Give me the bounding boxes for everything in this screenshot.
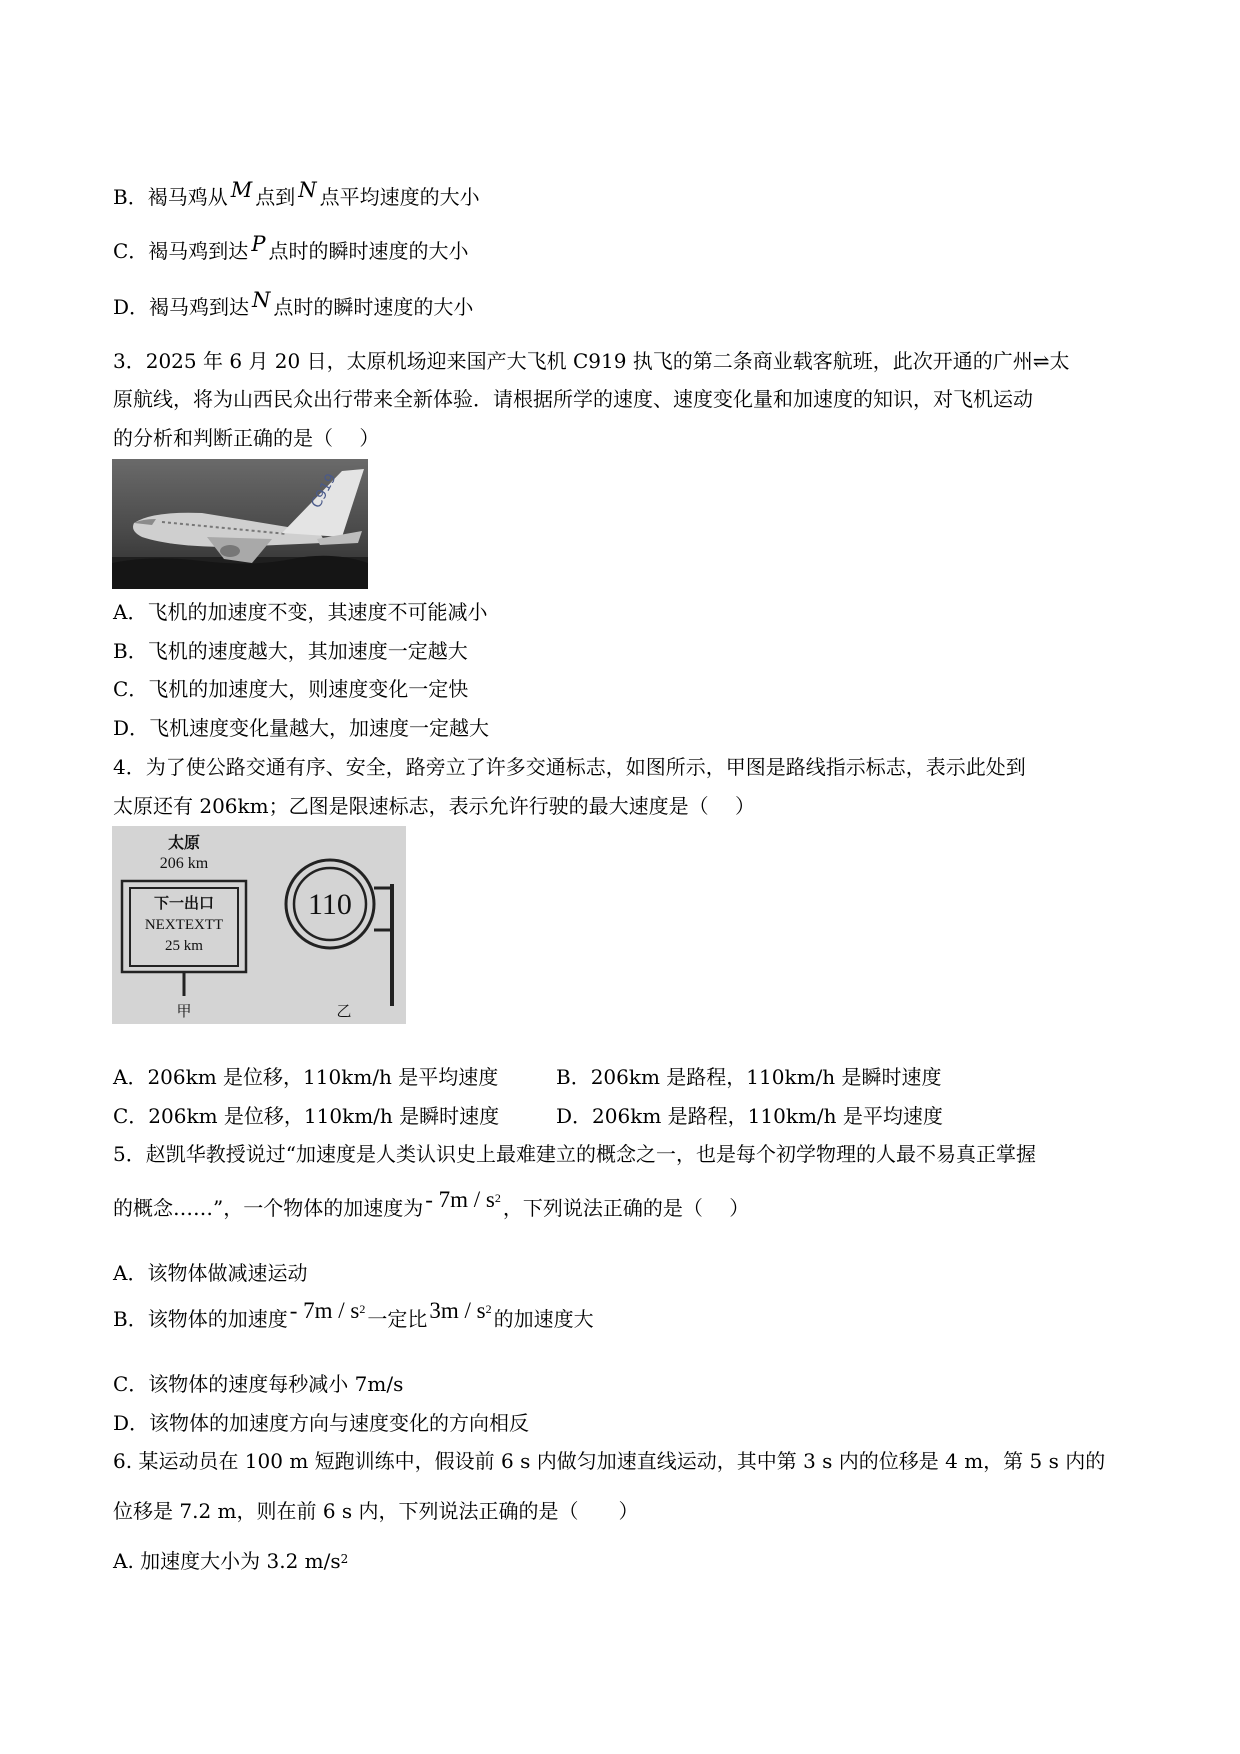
sign-exit-distance: 25 km (165, 938, 203, 954)
q4-option-d: D．206km 是路程，110km/h 是平均速度 (556, 1104, 943, 1128)
q5-stem-line2: 的概念……”，一个物体的加速度为- $7m / s^2$ ，下列说法正确的是（ ） (113, 1187, 750, 1220)
c919-tail-text: C919 (308, 471, 340, 511)
c919-airplane-photo (112, 459, 368, 589)
q2-option-c: C．褐马鸡到达 P 点时的瞬时速度的大小 (113, 232, 469, 263)
q5-stem-line1: 5．赵凯华教授说过“加速度是人类认识史上最难建立的概念之一，也是每个初学物理的人最不易真正掌握 (113, 1142, 1036, 1166)
q6-stem-line1: 6. 某运动员在 100 m 短跑训练中，假设前 6 s 内做匀加速直线运动，其中第 3 s 内的位移是 4 m，第 5 s 内的 (113, 1449, 1106, 1473)
speed-limit-value: 110 (308, 888, 352, 921)
q4-options-row2 (113, 1101, 1133, 1131)
q3-stem-line2: 原航线，将为山西民众出行带来全新体验．请根据所学的速度、速度变化量和加速度的知识，对飞机运动 (113, 387, 1033, 411)
q3-stem-line3: 的分析和判断正确的是（ ） (113, 426, 380, 450)
q3-option-b: B．飞机的速度越大，其加速度一定越大 (113, 639, 468, 663)
q4-stem-line2: 太原还有 206km；乙图是限速标志，表示允许行驶的最大速度是（ ） (113, 794, 755, 818)
q5-accel-formula: - $7m / s^2$ (425, 1187, 501, 1212)
q3-option-a: A．飞机的加速度不变，其速度不可能减小 (113, 600, 488, 624)
q3-option-d: D．飞机速度变化量越大，加速度一定越大 (113, 716, 490, 740)
q5-option-c: C．该物体的速度每秒减小 7m/s (113, 1372, 404, 1396)
sign-destination-distance: 206 km (159, 855, 209, 872)
sign-exit-cn: 下一出口 (153, 894, 215, 912)
q2-option-b: B．褐马鸡从 M 点到 N 点平均速度的大小 (113, 178, 480, 209)
q3-stem-line1: 3．2025 年 6 月 20 日，太原机场迎来国产大飞机 C919 执飞的第二条商业载客航班，此次开通的广州⇌太 (113, 349, 1070, 373)
sign-destination: 太原 (167, 833, 201, 852)
label-jia: 甲 (176, 1002, 192, 1020)
q5-option-b: B．该物体的加速度- $7m / s^2$ 一定比$3m / s^2$ 的加速度大 (113, 1298, 594, 1331)
q2-option-d: D．褐马鸡到达 N 点时的瞬时速度的大小 (113, 288, 474, 319)
q4-options-row1 (113, 1062, 1133, 1092)
sign-exit-en: NEXTEXTT (144, 917, 224, 933)
q3-option-c: C．飞机的加速度大，则速度变化一定快 (113, 677, 469, 701)
q6-option-a: A. 加速度大小为 3.2 $m/s^2$ (113, 1549, 349, 1573)
q6-stem-line2: 位移是 7.2 m，则在前 6 s 内，下列说法正确的是（ ） (113, 1499, 639, 1523)
q4-stem-line1: 4．为了使公路交通有序、安全，路旁立了许多交通标志，如图所示，甲图是路线指示标志，表示此处到 (113, 755, 1026, 779)
traffic-signs-figure (112, 826, 406, 1024)
q5-option-d: D．该物体的加速度方向与速度变化的方向相反 (113, 1411, 530, 1435)
q5-option-a: A．该物体做减速运动 (113, 1261, 308, 1285)
q4-option-a: A．206km 是位移，110km/h 是平均速度 (113, 1065, 499, 1089)
q4-option-b: B．206km 是路程，110km/h 是瞬时速度 (556, 1065, 942, 1089)
q4-option-c: C．206km 是位移，110km/h 是瞬时速度 (113, 1104, 500, 1128)
label-yi: 乙 (336, 1002, 352, 1020)
